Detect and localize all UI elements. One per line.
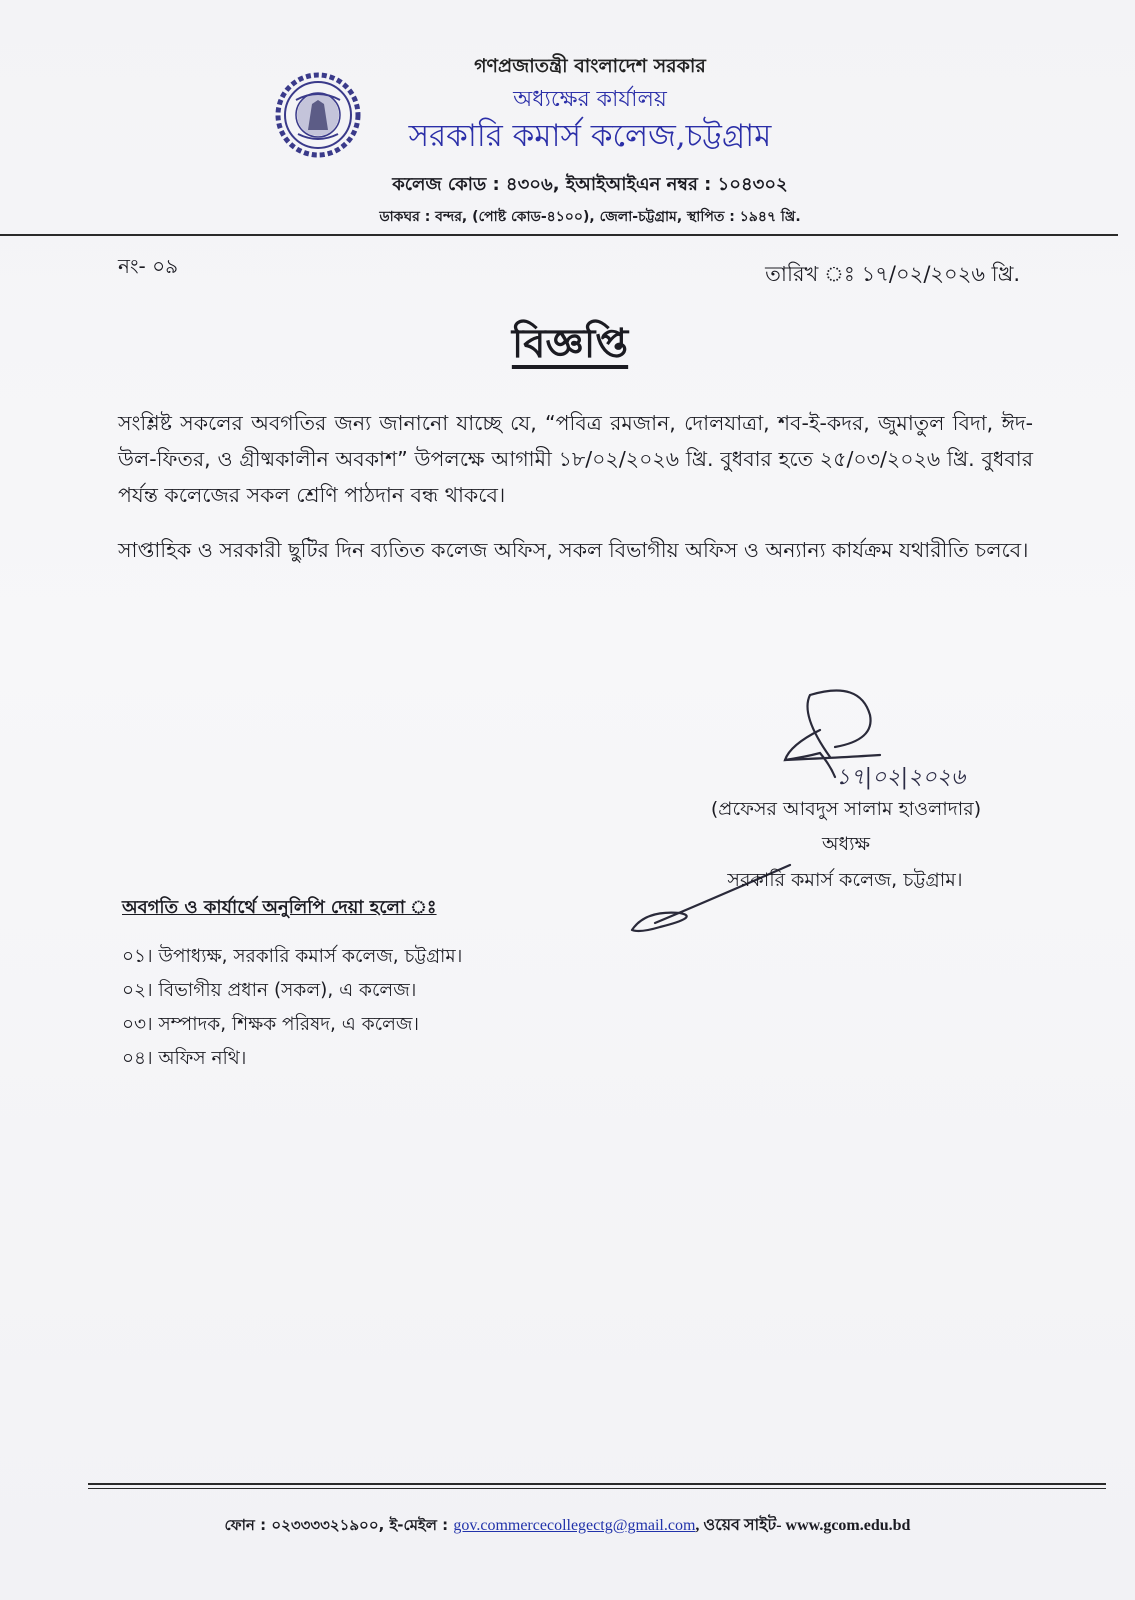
college-codes: কলেজ কোড : ৪৩০৬, ইআইআইএন নম্বর : ১০৪৩০২	[392, 174, 788, 195]
signatory-college: সরকারি কমার্স কলেজ, চট্টগ্রাম।	[727, 869, 963, 891]
list-item: ০২। বিভাগীয় প্রধান (সকল), এ কলেজ।	[122, 980, 417, 1001]
college-emblem-icon	[268, 70, 368, 160]
footer-divider	[88, 1483, 1106, 1485]
handwritten-date: ১৭|০২|২০২৬	[836, 765, 966, 790]
copies-heading: অবগতি ও কার্যার্থে অনুলিপি দেয়া হলো ঃ	[122, 897, 437, 918]
signatory-designation: অধ্যক্ষ	[821, 833, 870, 855]
government-name: গণপ্রজাতন্ত্রী বাংলাদেশ সরকার	[474, 55, 706, 77]
memo-date: তারিখ ঃ ১৭/০২/২০২৬ খ্রি.	[765, 262, 1020, 286]
signatory-name: (প্রফেসর আবদুস সালাম হাওলাদার)	[710, 798, 982, 820]
list-item: ০৪। অফিস নথি।	[122, 1048, 247, 1069]
list-item: ০৩। সম্পাদক, শিক্ষক পরিষদ, এ কলেজ।	[122, 1014, 420, 1035]
footer-divider-thin	[88, 1488, 1106, 1489]
postal-address: ডাকঘর : বন্দর, (পোষ্ট কোড-৪১০০), জেলা-চট্টগ্রাম, স্থাপিত : ১৯৪৭ খ্রি.	[379, 209, 801, 225]
footer-website: , ওয়েব সাইট- www.gcom.edu.bd	[695, 1517, 911, 1534]
footer-email-link[interactable]: gov.commercecollegectg@gmail.com	[453, 1517, 696, 1534]
footer-contact	[60, 1512, 1075, 1539]
notice-title: বিজ্ঞপ্তি	[511, 321, 629, 367]
memo-number: নং- ০৯	[118, 254, 179, 278]
college-name: সরকারি কমার্স কলেজ,চট্টগ্রাম	[408, 118, 772, 154]
notice-paragraph-1: সংশ্লিষ্ট সকলের অবগতির জন্য জানানো যাচ্ছে যে, “পবিত্র রমজান, দোলযাত্রা, শব-ই-কদর, জুমাতুল বিদা, ঈদ-উল-ফিতর, ও গ্রীষ্মকালীন অবকাশ” উপলক্ষে আগামী ১৮/০২/২০২৬ খ্রি. বুধবার হতে ২৫/০৩/২০২৬ খ্রি. বুধবার পর্যন্ত কলেজের সকল শ্রেণি পাঠদান বন্ধ থাকবে।	[118, 411, 1033, 507]
list-item: ০১। উপাধ্যক্ষ, সরকারি কমার্স কলেজ, চট্টগ্রাম।	[122, 946, 463, 967]
notice-paragraph-2: সাপ্তাহিক ও সরকারী ছুটির দিন ব্যতিত কলেজ অফিস, সকল বিভাগীয় অফিস ও অন্যান্য কার্যক্রম যথারীতি চলবে।	[118, 538, 1029, 562]
header-divider	[0, 234, 1118, 236]
copies-list	[122, 940, 462, 1076]
office-name: অধ্যক্ষের কার্যালয়	[513, 87, 667, 112]
footer-phone: ফোন : ০২৩৩৩৩২১৯০০, ই-মেইল :	[224, 1516, 449, 1534]
